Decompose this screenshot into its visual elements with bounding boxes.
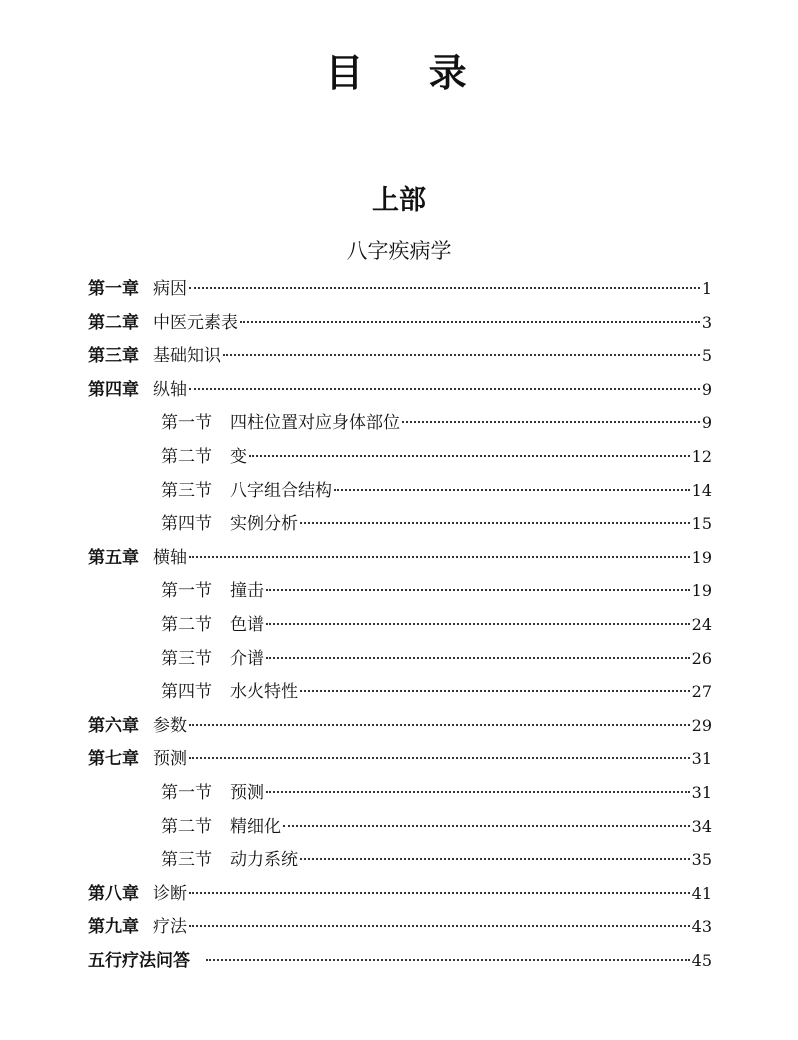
toc-section-entry[interactable] [88, 843, 712, 877]
toc-entry-label: 第四节 [161, 514, 212, 535]
dot-leader [402, 421, 700, 423]
toc-entry-title: 色谱 [230, 614, 264, 635]
toc-entry-title: 参数 [153, 715, 187, 736]
toc-section-entry[interactable] [88, 440, 712, 474]
toc-entry-label: 第一节 [161, 782, 212, 803]
dot-leader [189, 556, 690, 558]
toc-entry-page-number: 12 [691, 446, 712, 466]
toc-entry-title: 预测 [153, 749, 187, 770]
table-of-contents [88, 272, 712, 977]
part-title: 上部 [372, 185, 426, 216]
toc-entry-title: 精细化 [230, 816, 281, 837]
toc-chapter-entry[interactable] [88, 339, 712, 373]
toc-entry-page-number: 41 [691, 883, 712, 903]
toc-entry-page-number: 34 [691, 816, 712, 836]
toc-entry-title: 八字组合结构 [230, 480, 332, 501]
toc-chapter-entry[interactable] [88, 944, 712, 978]
toc-entry-label: 五行疗法问答 [88, 950, 190, 971]
toc-entry-title: 病因 [153, 279, 187, 299]
toc-entry-label: 第六章 [88, 715, 139, 736]
toc-entry-page-number: 35 [691, 850, 712, 870]
toc-entry-page-number: 29 [691, 715, 712, 735]
toc-entry-label: 第二章 [88, 312, 139, 333]
dot-leader [206, 959, 690, 961]
toc-entry-title: 诊断 [153, 883, 187, 904]
toc-entry-label: 第四章 [88, 379, 139, 400]
toc-chapter-entry[interactable] [88, 373, 712, 407]
toc-entry-label: 第三节 [161, 648, 212, 669]
dot-leader [266, 657, 690, 659]
toc-entry-title: 基础知识 [153, 346, 221, 367]
toc-section-entry[interactable] [88, 406, 712, 440]
dot-leader [223, 354, 700, 356]
toc-section-entry[interactable] [88, 675, 712, 709]
toc-entry-title: 四柱位置对应身体部位 [230, 413, 400, 434]
toc-chapter-entry[interactable] [88, 709, 712, 743]
dot-leader [189, 925, 690, 927]
toc-section-entry[interactable] [88, 776, 712, 810]
toc-entry-label: 第三节 [161, 480, 212, 501]
toc-entry-label: 第四节 [161, 682, 212, 703]
toc-entry-title: 纵轴 [153, 379, 187, 400]
part-subtitle: 八字疾病学 [346, 239, 452, 263]
toc-entry-label: 第三节 [161, 850, 212, 871]
toc-entry-label: 第一节 [161, 581, 212, 602]
toc-entry-page-number: 14 [691, 480, 712, 500]
toc-entry-page-number: 9 [701, 379, 712, 399]
toc-entry-label: 第五章 [88, 547, 139, 568]
toc-entry-page-number: 19 [691, 581, 712, 601]
toc-entry-label: 第九章 [88, 917, 139, 938]
toc-entry-label: 第一章 [88, 279, 139, 299]
toc-entry-page-number: 31 [691, 749, 712, 769]
dot-leader [189, 757, 690, 759]
toc-chapter-entry[interactable] [88, 306, 712, 340]
dot-leader [240, 321, 700, 323]
page-title: 目 录 [325, 51, 493, 95]
toc-entry-page-number: 5 [701, 346, 712, 366]
dot-leader [189, 287, 700, 289]
toc-entry-page-number: 3 [701, 312, 712, 332]
toc-entry-title: 疗法 [153, 917, 187, 938]
toc-entry-page-number: 45 [691, 950, 712, 970]
toc-chapter-entry[interactable] [88, 541, 712, 575]
toc-entry-label: 第三章 [88, 346, 139, 367]
toc-entry-title: 介谱 [230, 648, 264, 669]
dot-leader [266, 791, 690, 793]
toc-entry-page-number: 1 [701, 279, 712, 298]
dot-leader [249, 455, 690, 457]
dot-leader [266, 589, 690, 591]
toc-section-entry[interactable] [88, 507, 712, 541]
toc-entry-page-number: 15 [691, 514, 712, 534]
toc-section-entry[interactable] [88, 574, 712, 608]
toc-entry-label: 第一节 [161, 413, 212, 434]
toc-chapter-entry[interactable] [88, 742, 712, 776]
toc-entry-title: 实例分析 [230, 514, 298, 535]
toc-section-entry[interactable] [88, 642, 712, 676]
toc-entry-title: 变 [230, 446, 247, 467]
toc-entry-label: 第二节 [161, 816, 212, 837]
dot-leader [189, 388, 700, 390]
toc-entry-page-number: 19 [691, 547, 712, 567]
dot-leader [283, 825, 690, 827]
dot-leader [300, 858, 690, 860]
toc-chapter-entry[interactable] [88, 272, 712, 306]
toc-entry-title: 中医元素表 [153, 312, 238, 333]
dot-leader [189, 892, 690, 894]
toc-entry-title: 撞击 [230, 581, 264, 602]
dot-leader [300, 522, 690, 524]
toc-entry-label: 第七章 [88, 749, 139, 770]
dot-leader [334, 489, 690, 491]
toc-section-entry[interactable] [88, 608, 712, 642]
toc-entry-title: 动力系统 [230, 850, 298, 871]
toc-entry-title: 横轴 [153, 547, 187, 568]
toc-entry-label: 第二节 [161, 446, 212, 467]
toc-chapter-entry[interactable] [88, 910, 712, 944]
toc-entry-page-number: 26 [691, 648, 712, 668]
toc-section-entry[interactable] [88, 474, 712, 508]
dot-leader [266, 623, 690, 625]
toc-chapter-entry[interactable] [88, 877, 712, 911]
toc-entry-page-number: 9 [701, 413, 712, 433]
toc-entry-title: 预测 [230, 782, 264, 803]
toc-entry-label: 第八章 [88, 883, 139, 904]
dot-leader [300, 690, 690, 692]
toc-entry-page-number: 27 [691, 682, 712, 702]
toc-section-entry[interactable] [88, 810, 712, 844]
toc-entry-page-number: 31 [691, 782, 712, 802]
dot-leader [189, 724, 690, 726]
toc-entry-title: 水火特性 [230, 682, 298, 703]
toc-entry-page-number: 24 [691, 614, 712, 634]
toc-entry-page-number: 43 [691, 917, 712, 937]
toc-entry-label: 第二节 [161, 614, 212, 635]
